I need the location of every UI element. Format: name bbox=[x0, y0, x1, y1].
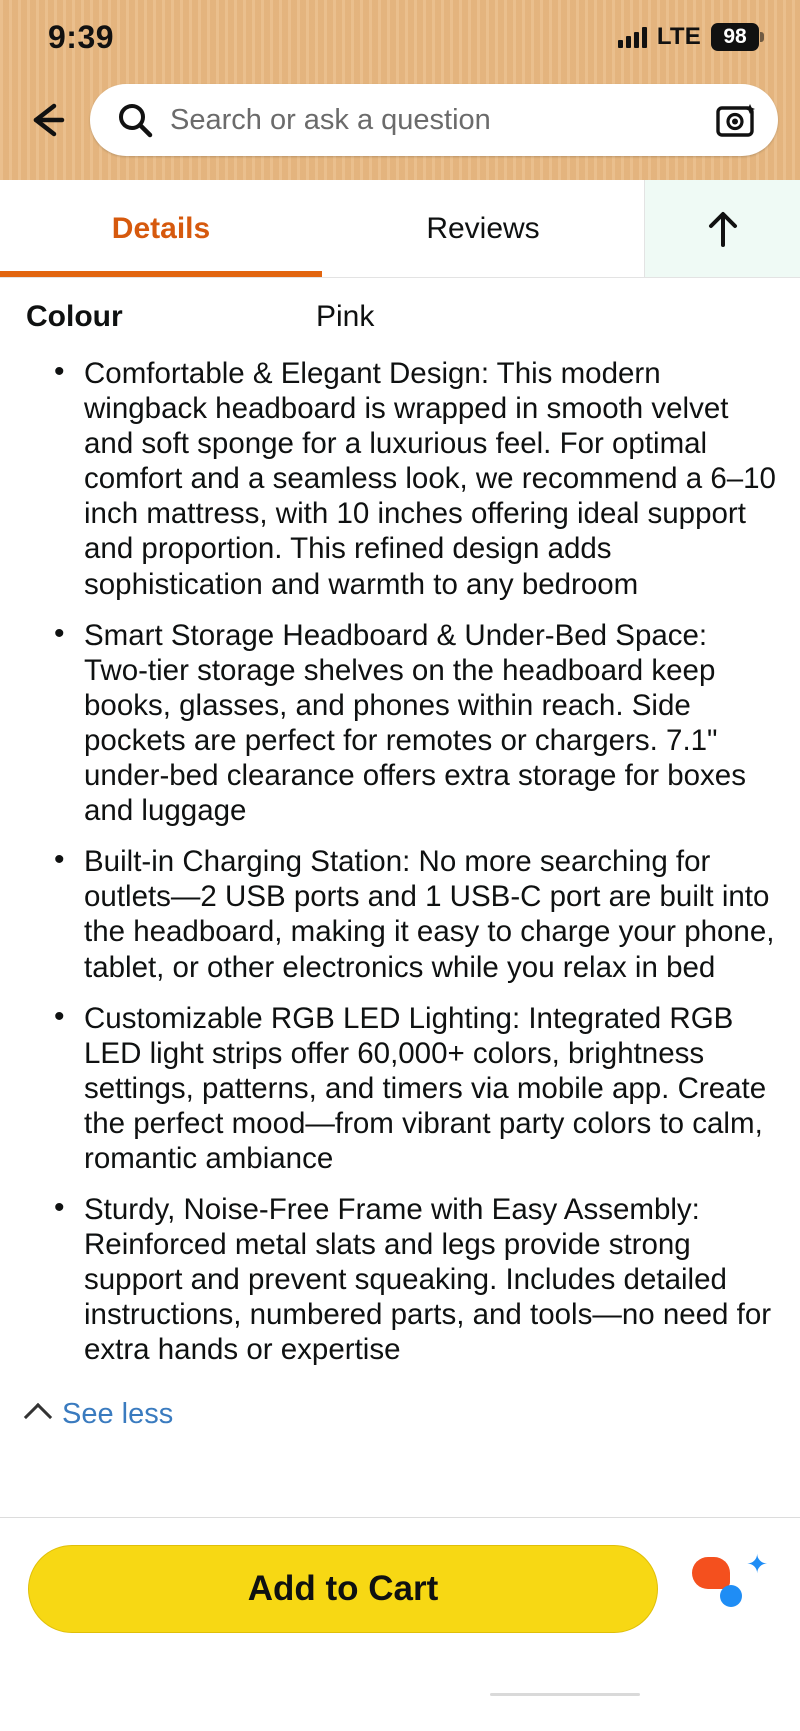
see-less-label: See less bbox=[62, 1397, 174, 1430]
add-to-cart-button[interactable] bbox=[28, 1545, 658, 1633]
tab-details-label: Details bbox=[111, 211, 211, 245]
add-to-cart-label: Add to Cart bbox=[247, 1568, 439, 1608]
tab-reviews-label: Reviews bbox=[426, 211, 540, 245]
home-indicator-area bbox=[0, 1653, 800, 1731]
status-bar bbox=[0, 0, 800, 74]
search-icon bbox=[116, 101, 154, 139]
list-item: • Customizable RGB LED Lighting: Integrated RGB LED light strips offer 60,000+ colors, brightness settings, patterns, and timers via mobile app. Create the perfect mood—from vibrant party colors to calm, romantic ambiance bbox=[22, 1001, 778, 1176]
list-item: • Built-in Charging Station: No more searching for outlets—2 USB ports and 1 USB-C port are built into the headboard, making it easy to charge your phone, tablet, or other electronics while you relax in bed bbox=[22, 844, 778, 984]
list-item: • Smart Storage Headboard & Under-Bed Space: Two-tier storage shelves on the headboard keep books, glasses, and phones within reach. Side pockets are perfect for remotes or chargers. 7.1" under-bed clearance offers extra storage for boxes and luggage bbox=[22, 618, 778, 829]
attribute-label: Colour bbox=[26, 300, 123, 333]
top-bar bbox=[0, 0, 800, 180]
network-type-label: LTE bbox=[656, 23, 701, 50]
see-less-button[interactable] bbox=[22, 1384, 778, 1431]
tab-details[interactable] bbox=[0, 180, 322, 277]
camera-search-icon[interactable] bbox=[714, 100, 758, 140]
back-button[interactable] bbox=[20, 92, 76, 148]
tab-reviews[interactable] bbox=[322, 180, 644, 277]
search-input[interactable] bbox=[90, 84, 778, 156]
battery-level-label: 98 bbox=[711, 23, 759, 51]
attribute-row-colour bbox=[22, 278, 778, 344]
feature-bullet-list bbox=[22, 356, 778, 1368]
search-placeholder: Search or ask a question bbox=[170, 103, 491, 136]
bottom-action-bar bbox=[0, 1517, 800, 1653]
arrow-up-icon bbox=[703, 207, 743, 251]
status-clock: 9:39 bbox=[48, 18, 115, 55]
list-item: • Sturdy, Noise-Free Frame with Easy Assembly: Reinforced metal slats and legs provide strong support and prevent squeaking. Includes detailed instructions, numbered parts, and tools—no need for extra hands or expertise bbox=[22, 1192, 778, 1367]
search-row bbox=[0, 74, 800, 166]
scroll-to-top-button[interactable] bbox=[644, 180, 800, 277]
rufus-assistant-icon[interactable] bbox=[684, 1545, 772, 1633]
back-arrow-icon bbox=[26, 98, 70, 142]
details-content bbox=[0, 278, 800, 1517]
list-item: • Comfortable & Elegant Design: This modern wingback headboard is wrapped in smooth velvet and soft sponge for a luxurious feel. For optimal comfort and a seamless look, we recommend a 6–10 inch mattress, with 10 inches offering ideal support and proportion. This refined design adds sophistication and warmth to any bedroom bbox=[22, 356, 778, 602]
home-indicator bbox=[490, 1693, 640, 1696]
signal-bars-icon bbox=[618, 26, 647, 48]
battery-icon bbox=[711, 23, 764, 51]
tab-bar bbox=[0, 180, 800, 278]
sparkle-icon: ✦ bbox=[746, 1548, 768, 1579]
attribute-value: Pink bbox=[316, 300, 375, 333]
chevron-up-icon bbox=[24, 1403, 52, 1431]
status-indicators bbox=[618, 23, 764, 51]
